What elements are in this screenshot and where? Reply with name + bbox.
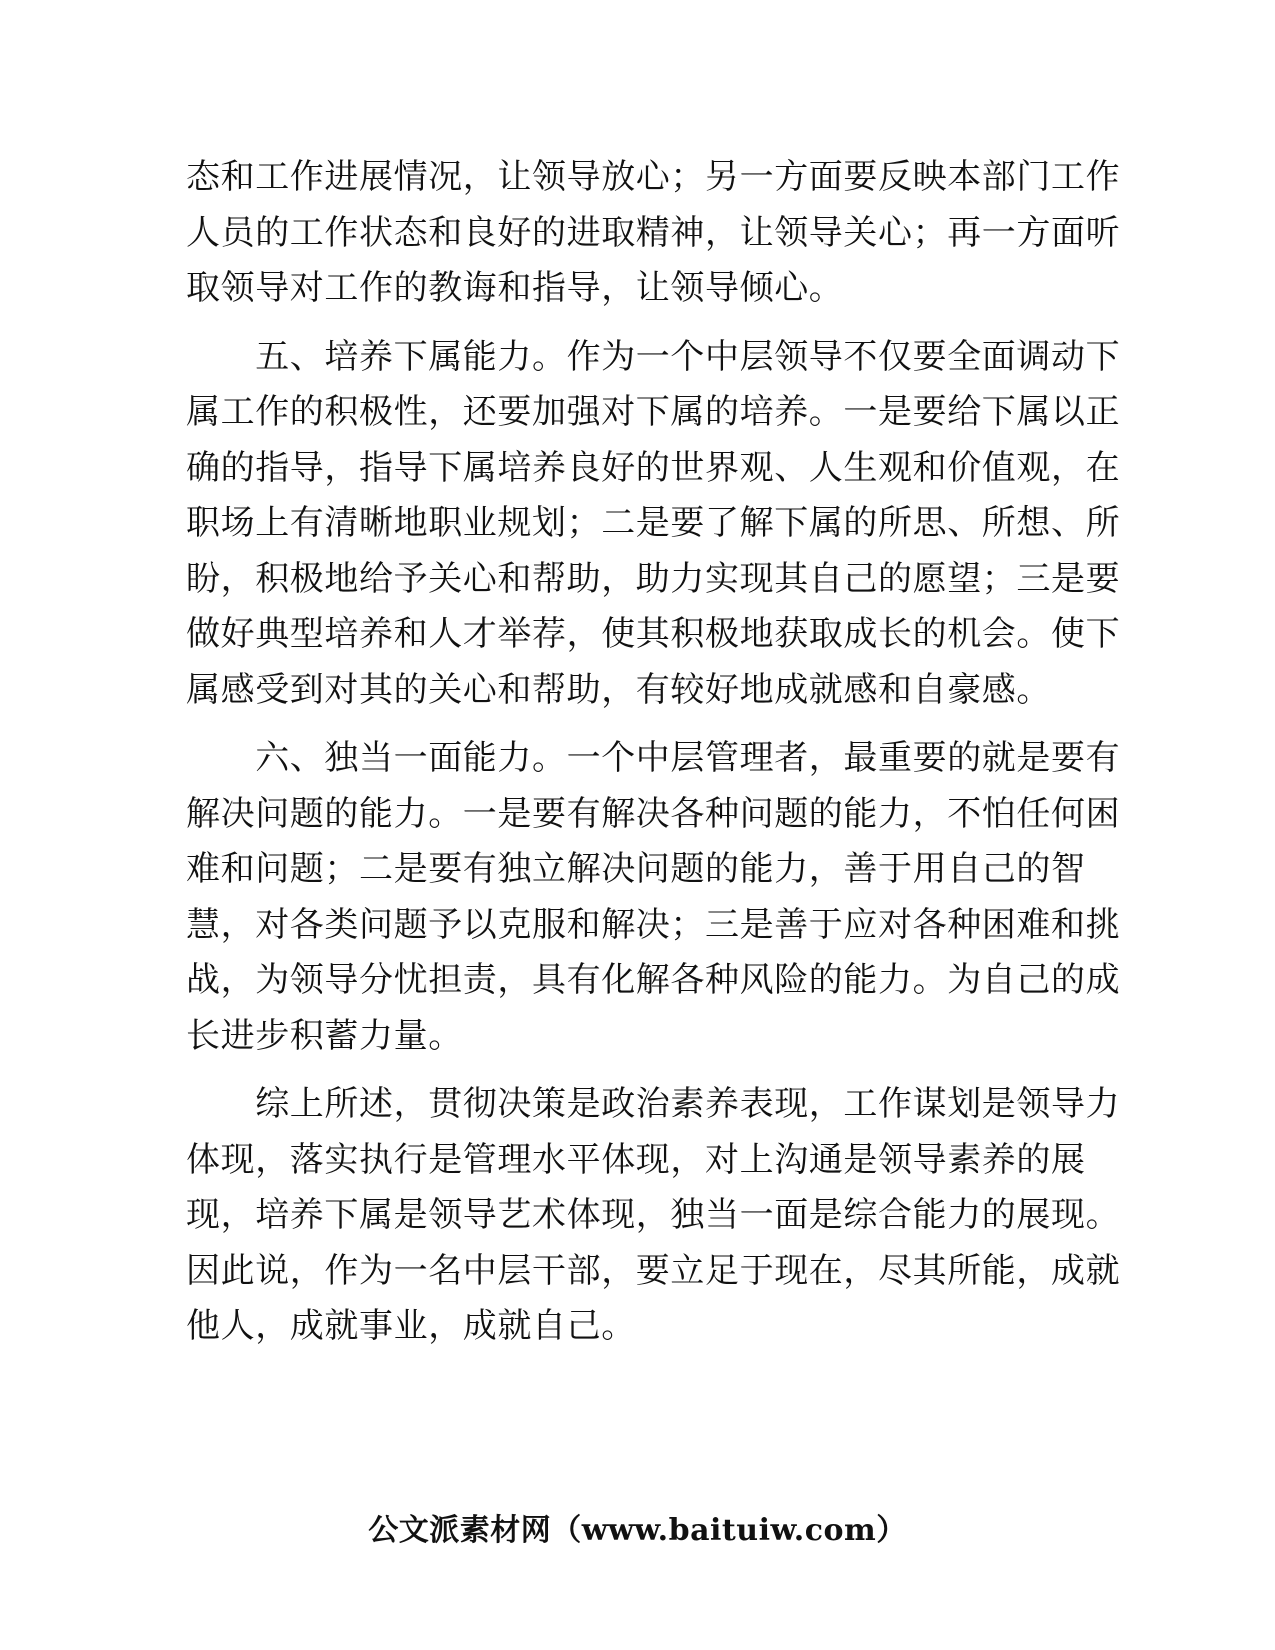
text-line: 因此说，作为一名中层干部，要立足于现在，尽其所能，成就 <box>186 1250 1121 1291</box>
text-line: 六、独当一面能力。一个中层管理者，最重要的就是要有 <box>186 738 1121 778</box>
text-line: 战，为领导分忧担责，具有化解各种风险的能力。为自己的成 <box>186 960 1121 1000</box>
text-line: 确的指导，指导下属培养良好的世界观、人生观和价值观，在 <box>186 447 1121 488</box>
text-line: 综上所述，贯彻决策是政治素养表现，工作谋划是领导力 <box>186 1084 1121 1124</box>
text-line: 取领导对工作的教诲和指导，让领导倾心。 <box>186 268 844 308</box>
paragraph-section-six <box>186 731 1121 1064</box>
text-line: 盼，积极地给予关心和帮助，助力实现其自己的愿望；三是要 <box>186 558 1121 599</box>
text-line: 属工作的积极性，还要加强对下属的培养。一是要给下属以正 <box>186 392 1121 432</box>
text-line: 慧，对各类问题予以克服和解决；三是善于应对各种困难和挑 <box>186 904 1121 945</box>
text-line: 五、培养下属能力。作为一个中层领导不仅要全面调动下 <box>186 336 1121 377</box>
page-footer: 公文派素材网（www.baituiw.com） <box>368 1513 907 1548</box>
text-line: 难和问题；二是要有独立解决问题的能力，善于用自己的智 <box>186 849 1086 889</box>
text-line: 他人，成就事业，成就自己。 <box>186 1306 636 1346</box>
document-body <box>186 150 1121 1355</box>
text-line: 长进步积蓄力量。 <box>186 1015 463 1056</box>
paragraph-gap <box>186 1064 1091 1077</box>
text-line: 做好典型培养和人才举荐，使其积极地获取成长的机会。使下 <box>186 614 1121 654</box>
paragraph-gap <box>186 718 1091 731</box>
text-line: 职场上有清晰地职业规划；二是要了解下属的所思、所想、所 <box>186 503 1121 543</box>
text-line: 解决问题的能力。一是要有解决各种问题的能力，不怕任何困 <box>186 793 1121 834</box>
text-line: 属感受到对其的关心和帮助，有较好地成就感和自豪感。 <box>186 669 1051 710</box>
text-line: 态和工作进展情况，让领导放心；另一方面要反映本部门工作 <box>186 157 1121 197</box>
paragraph-gap <box>186 317 1091 330</box>
text-line: 现，培养下属是领导艺术体现，独当一面是综合能力的展现。 <box>186 1195 1121 1235</box>
paragraph-conclusion <box>186 1077 1121 1355</box>
paragraph-section-five <box>186 330 1121 719</box>
text-line: 体现，落实执行是管理水平体现，对上沟通是领导素养的展 <box>186 1139 1086 1180</box>
paragraph-continuation <box>186 150 1121 317</box>
text-line: 人员的工作状态和良好的进取精神，让领导关心；再一方面听 <box>186 212 1121 253</box>
